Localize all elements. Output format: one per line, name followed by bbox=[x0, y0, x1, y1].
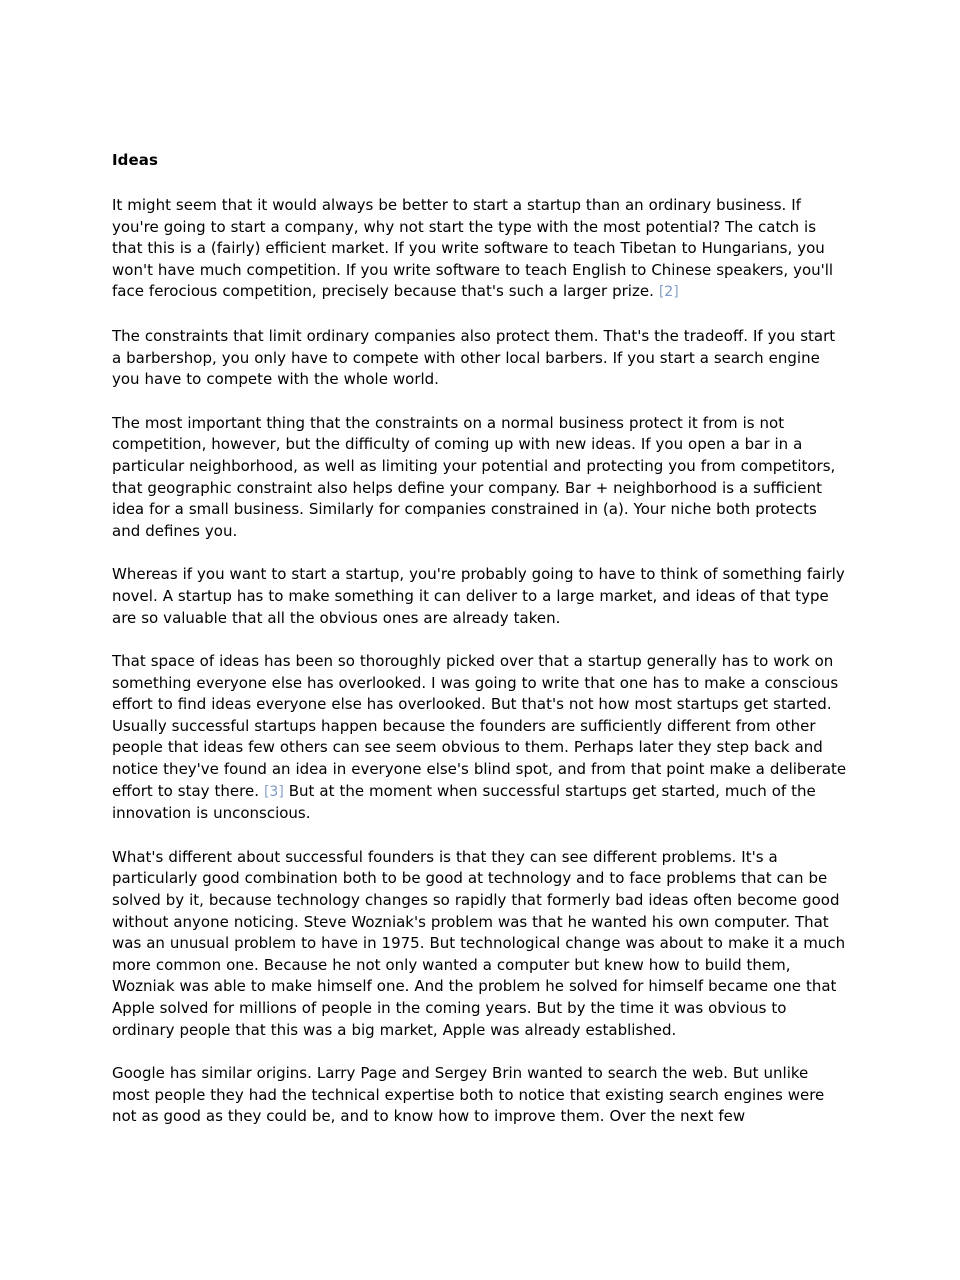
paragraph-text: Whereas if you want to start a startup, you're probably going to have to think of something fairly novel. A startup has to make something it can deliver to a large market, and ideas of that type are so valuable that all the obvious ones are already taken. bbox=[112, 565, 845, 627]
paragraph bbox=[112, 195, 848, 304]
paragraph-text: What's different about successful founders is that they can see different problems. It's a particularly good combination both to be good at technology and to face problems that can be solved by it, because technology changes so rapidly that formerly bad ideas often become good without anyone noticing. Steve Wozniak's problem was that he wanted his own computer. That was an unusual problem to have in 1975. But technological change was about to make it a much more common one. Because he not only wanted a computer but knew how to build them, Wozniak was able to make himself one. And the problem he solved for himself became one that Apple solved for millions of people in the coming years. But by the time it was obvious to ordinary people that this was a big market, Apple was already established. bbox=[112, 847, 846, 1039]
paragraph bbox=[112, 651, 848, 825]
paragraph-text: But at the moment when successful startups get started, much of the innovation is unconscious. bbox=[112, 781, 816, 823]
paragraph bbox=[112, 413, 848, 543]
paragraph bbox=[112, 1063, 848, 1128]
footnote-bracket-close: ] bbox=[673, 284, 679, 301]
paragraph bbox=[112, 564, 848, 629]
paragraph bbox=[112, 326, 848, 391]
article-body bbox=[112, 150, 848, 1128]
section-heading: Ideas bbox=[112, 151, 159, 169]
paragraph-text: The most important thing that the constraints on a normal business protect it from is not competition, however, but the difficulty of coming up with new ideas. If you open a bar in a particular neighborhood, as well as limiting your potential and protecting you from competitors, that geographic constraint also helps define your company. Bar + neighborhood is a sufficient idea for a small business. Similarly for companies constrained in (a). Your niche both protects and defines you. bbox=[112, 413, 836, 540]
footnote-bracket-close: ] bbox=[278, 783, 284, 800]
footnote-number: 2 bbox=[664, 284, 674, 301]
paragraph-text: Google has similar origins. Larry Page and Sergey Brin wanted to search the web. But unlike most people they had the technical expertise both to notice that existing search engines were not as good as they could be, and to know how to improve them. Over the next few bbox=[112, 1064, 825, 1126]
footnote-link[interactable] bbox=[659, 284, 679, 300]
paragraph-text: It might seem that it would always be better to start a startup than an ordinary business. If you're going to start a company, why not start the type with the most potential? The catch is that this is a (fairly) efficient market. If you write software to teach Tibetan to Hungarians, you won't have much competition. If you write software to teach English to Chinese speakers, you'll face ferocious competition, precisely because that's such a larger prize. bbox=[112, 196, 834, 301]
paragraph-text: That space of ideas has been so thoroughly picked over that a startup generally has to work on something everyone else has overlooked. I was going to write that one has to make a conscious effort to find ideas everyone else has overlooked. But that's not how most startups get started. Usually successful startups happen because the founders are sufficiently different from other people that ideas few others can see seem obvious to them. Perhaps later they step back and notice they've found an idea in everyone else's blind spot, and from that point make a deliberate effort to stay there. bbox=[112, 652, 847, 800]
footnote-bracket-open: [ bbox=[263, 783, 270, 800]
paragraph-list bbox=[112, 195, 848, 1128]
paragraph bbox=[112, 847, 848, 1041]
footnote-bracket-open: [ bbox=[658, 284, 665, 301]
footnote-link[interactable] bbox=[264, 784, 284, 800]
paragraph-text: The constraints that limit ordinary companies also protect them. That's the tradeoff. If you start a barbershop, you only have to compete with other local barbers. If you start a search engine you have to compete with the whole world. bbox=[112, 326, 836, 389]
footnote-number: 3 bbox=[269, 783, 279, 800]
